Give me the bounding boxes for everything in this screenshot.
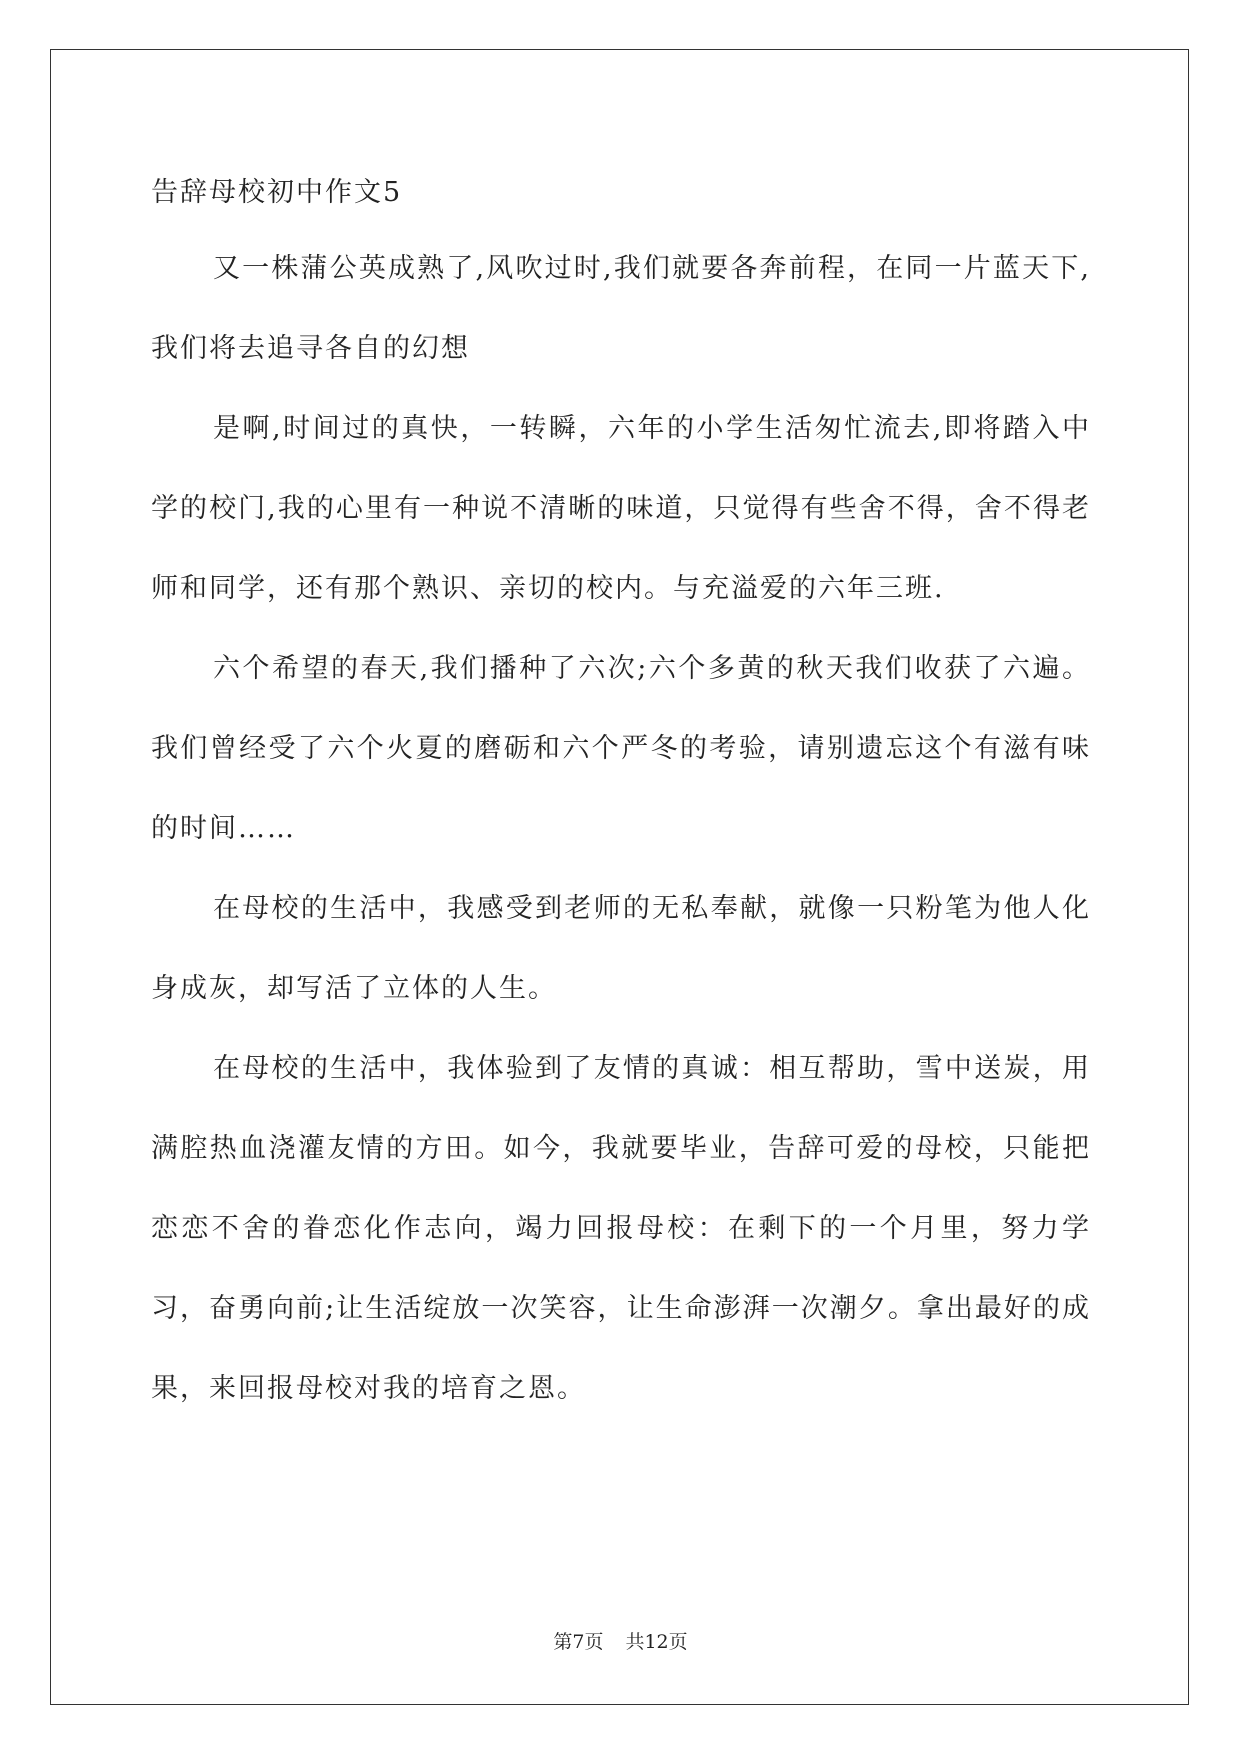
paragraph-4: 在母校的生活中，我感受到老师的无私奉献，就像一只粉笔为他人化身成灰，却写活了立体的人生。 bbox=[151, 893, 1091, 1004]
document-body bbox=[151, 163, 1091, 1429]
page-total: 共12页 bbox=[625, 1631, 688, 1653]
paragraph-5: 在母校的生活中，我体验到了友情的真诚：相互帮助，雪中送炭，用满腔热血浇灌友情的方田。如今，我就要毕业，告辞可爱的母校，只能把恋恋不舍的眷恋化作志向，竭力回报母校：在剩下的一个月里，努力学习，奋勇向前;让生活绽放一次笑容，让生命澎湃一次潮夕。拿出最好的成果，来回报母校对我的培育之恩。 bbox=[151, 1053, 1091, 1404]
page-number: 第7页 bbox=[553, 1631, 604, 1653]
page-footer bbox=[0, 1627, 1241, 1654]
paragraph-1: 又一株蒲公英成熟了,风吹过时,我们就要各奔前程，在同一片蓝天下,我们将去追寻各自的幻想 bbox=[151, 253, 1091, 364]
document-title: 告辞母校初中作文5 bbox=[151, 177, 403, 208]
paragraph-3: 六个希望的春天,我们播种了六次;六个多黄的秋天我们收获了六遍。我们曾经受了六个火夏的磨砺和六个严冬的考验，请别遗忘这个有滋有味的时间…… bbox=[151, 653, 1091, 844]
paragraph-2: 是啊,时间过的真快，一转瞬，六年的小学生活匆忙流去,即将踏入中学的校门,我的心里有一种说不清晰的味道，只觉得有些舍不得，舍不得老师和同学，还有那个熟识、亲切的校内。与充溢爱的六年三班. bbox=[151, 413, 1091, 604]
